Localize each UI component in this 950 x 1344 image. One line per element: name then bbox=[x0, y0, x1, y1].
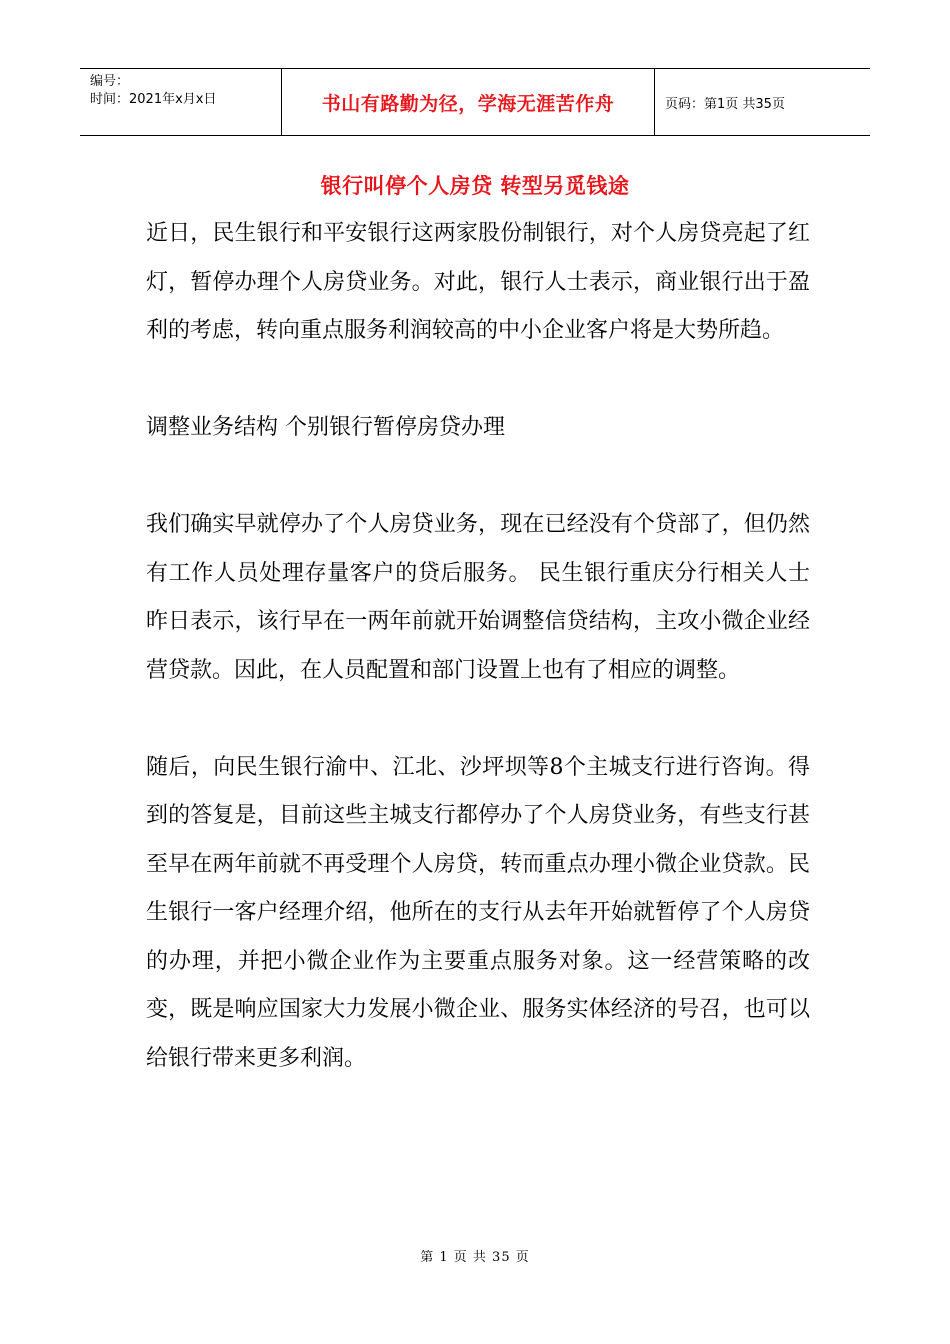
date-label: 时间：2021年x月x日 bbox=[90, 92, 217, 107]
paragraph-1: 近日，民生银行和平安银行这两家股份制银行，对个人房贷亮起了红灯，暂停办理个人房贷业务。对此，银行人士表示，商业银行出于盈利的考虑，转向重点服务利润较高的中小企业客户将是大势所趋。 bbox=[146, 221, 810, 343]
page-footer: 第 1 页 共 35 页 bbox=[420, 1250, 530, 1265]
paragraph-3: 随后，向民生银行渝中、江北、沙坪坝等8个主城支行进行咨询。得到的答复是，目前这些主城支行都停办了个人房贷业务，有些支行甚至早在两年前就不再受理个人房贷，转而重点办理小微企业贷款。民生银行一客户经理介绍，他所在的支行从去年开始就暂停了个人房贷的办理，并把小微企业作为主要重点服务对象。这一经营策略的改变，既是响应国家大力发展小微企业、服务实体经济的号召，也可以给银行带来更多利润。 bbox=[146, 754, 810, 1071]
header-table bbox=[80, 68, 870, 136]
paragraph-2: 我们确实早就停办了个人房贷业务，现在已经没有个贷部了，但仍然有工作人员处理存量客户的贷后服务。 民生银行重庆分行相关人士昨日表示，该行早在一两年前就开始调整信贷结构，主攻小微企业经营贷款。因此，在人员配置和部门设置上也有了相应的调整。 bbox=[146, 512, 810, 683]
header-page-info: 页码：第1页 共35页 bbox=[665, 96, 785, 112]
header-meta-cell bbox=[80, 69, 282, 135]
document-title: 银行叫停个人房贷 转型另觅钱途 bbox=[320, 174, 630, 198]
header-motto: 书山有路勤为径，学海无涯苦作舟 bbox=[282, 69, 655, 135]
code-label: 编号： bbox=[90, 74, 130, 89]
section-subheading: 调整业务结构 个别银行暂停房贷办理 bbox=[146, 415, 505, 440]
article-body bbox=[146, 210, 810, 1132]
